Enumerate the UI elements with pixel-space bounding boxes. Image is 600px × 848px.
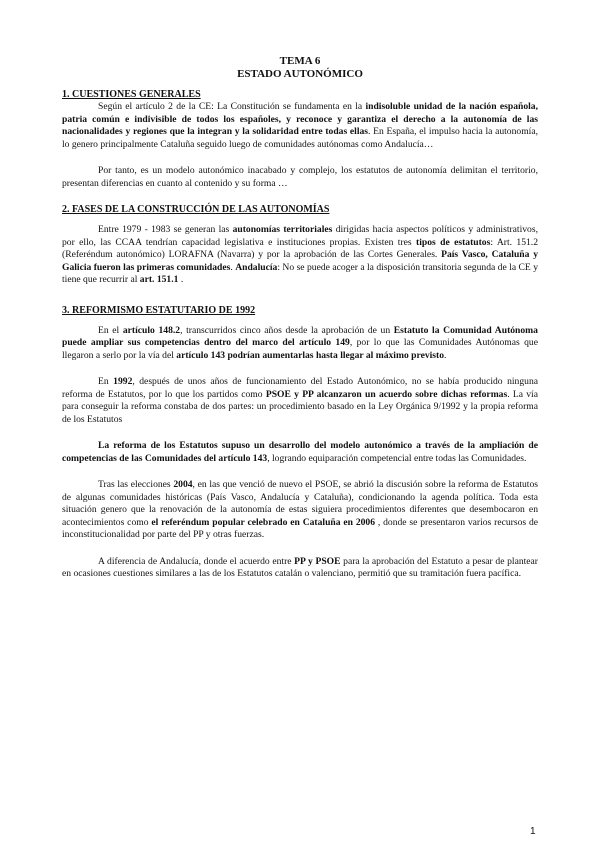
section-1-paragraph-2: Por tanto, es un modelo autonómico inacabado y complejo, los estatutos de autonomía delimitan el territorio, presentan diferencias en cuanto al contenido y su forma … <box>62 165 538 189</box>
section-3-paragraph-1: En el artículo 148.2, transcurridos cinco años desde la aprobación de un Estatuto la Comunidad Autónoma puede ampliar sus competencias dentro del marco del artículo 149, por lo que las Comunidades Autónomas que llegaron a serlo por la vía del artículo 143 podrían aumentarlas hasta llegar al máximo previsto. <box>62 324 538 361</box>
section-3-heading: 3. REFORMISMO ESTATUTARIO DE 1992 <box>62 304 256 316</box>
section-2-heading: 2. FASES DE LA CONSTRUCCIÓN DE LAS AUTONOMÍAS <box>62 204 330 215</box>
section-3-paragraph-5: A diferencia de Andalucía, donde el acuerdo entre PP y PSOE para la aprobación del Estatuto a pesar de plantear en ocasiones cuestiones similares a las de los Estatutos catalán o valenciano, permitió que su tramitación fuera pacífica. <box>62 555 538 579</box>
title-line-1: TEMA 6 <box>279 55 321 67</box>
section-3-paragraph-2: En 1992, después de unos años de funcionamiento del Estado Autonómico, no se había producido ninguna reforma de Estatutos, por lo que los partidos como PSOE y PP alcanzaron un acuerdo sobre dichas reformas. La vía para conseguir la reforma constaba de dos partes: un procedimiento basado en la Ley Orgánica 9/1992 y la propia reforma de los Estatutos <box>62 376 539 425</box>
page-number: 1 <box>530 826 536 837</box>
section-1-heading: 1. CUESTIONES GENERALES <box>62 89 201 100</box>
section-3-paragraph-4: Tras las elecciones 2004, en las que venció de nuevo el PSOE, se abrió la discusión sobre la reforma de Estatutos de algunas comunidades históricas (País Vasco, Andalucía y Cataluña), condicionando la agenda política. Toda esta situación genero que la renovación de la autonomía de estas siguiera procedimientos diferentes que desembocaron en acontecimientos como el referéndum popular celebrado en Cataluña en 2006 , donde se presentaron varios recursos de inconstitucionalidad por parte del PP y otras fuerzas. <box>62 479 538 540</box>
section-3-paragraph-3: La reforma de los Estatutos supuso un desarrollo del modelo autonómico a través de la ampliación de competencias de las Comunidades del artículo 143, logrando equiparación competencial entre todas las Comunidades. <box>62 440 538 464</box>
document-page <box>62 55 538 581</box>
section-1-paragraph-1: Según el artículo 2 de la CE: La Constitución se fundamenta en la indisoluble unidad de la nación española, patria común e indivisible de todos los españoles, y reconoce y garantiza el derecho a la autonomía de las nacionalidades y regiones que la integran y la solidaridad entre todas ellas. En España, el impulso hacia la autonomía, lo genero principalmente Cataluña seguido luego de comunidades autónomas como Andalucía… <box>62 101 539 150</box>
doc-title <box>62 55 538 81</box>
section-2-paragraph-1: Entre 1979 - 1983 se generan las autonomías territoriales dirigidas hacia aspectos políticos y administrativos, por ello, las CCAA tendrían capacidad legislativa e instituciones propias. Existen tres tipos de estatutos: Art. 151.2 (Referéndum autonómico) LORAFNA (Navarra) y por la aprobación de las Cortes Generales. País Vasco, Cataluña y Galicia fueron las primeras comunidades. Andalucía: No se puede acoger a la disposición transitoria segunda de la CE y tiene que recurrir al art. 151.1 . <box>62 224 538 285</box>
title-line-2: ESTADO AUTONÓMICO <box>237 68 363 80</box>
